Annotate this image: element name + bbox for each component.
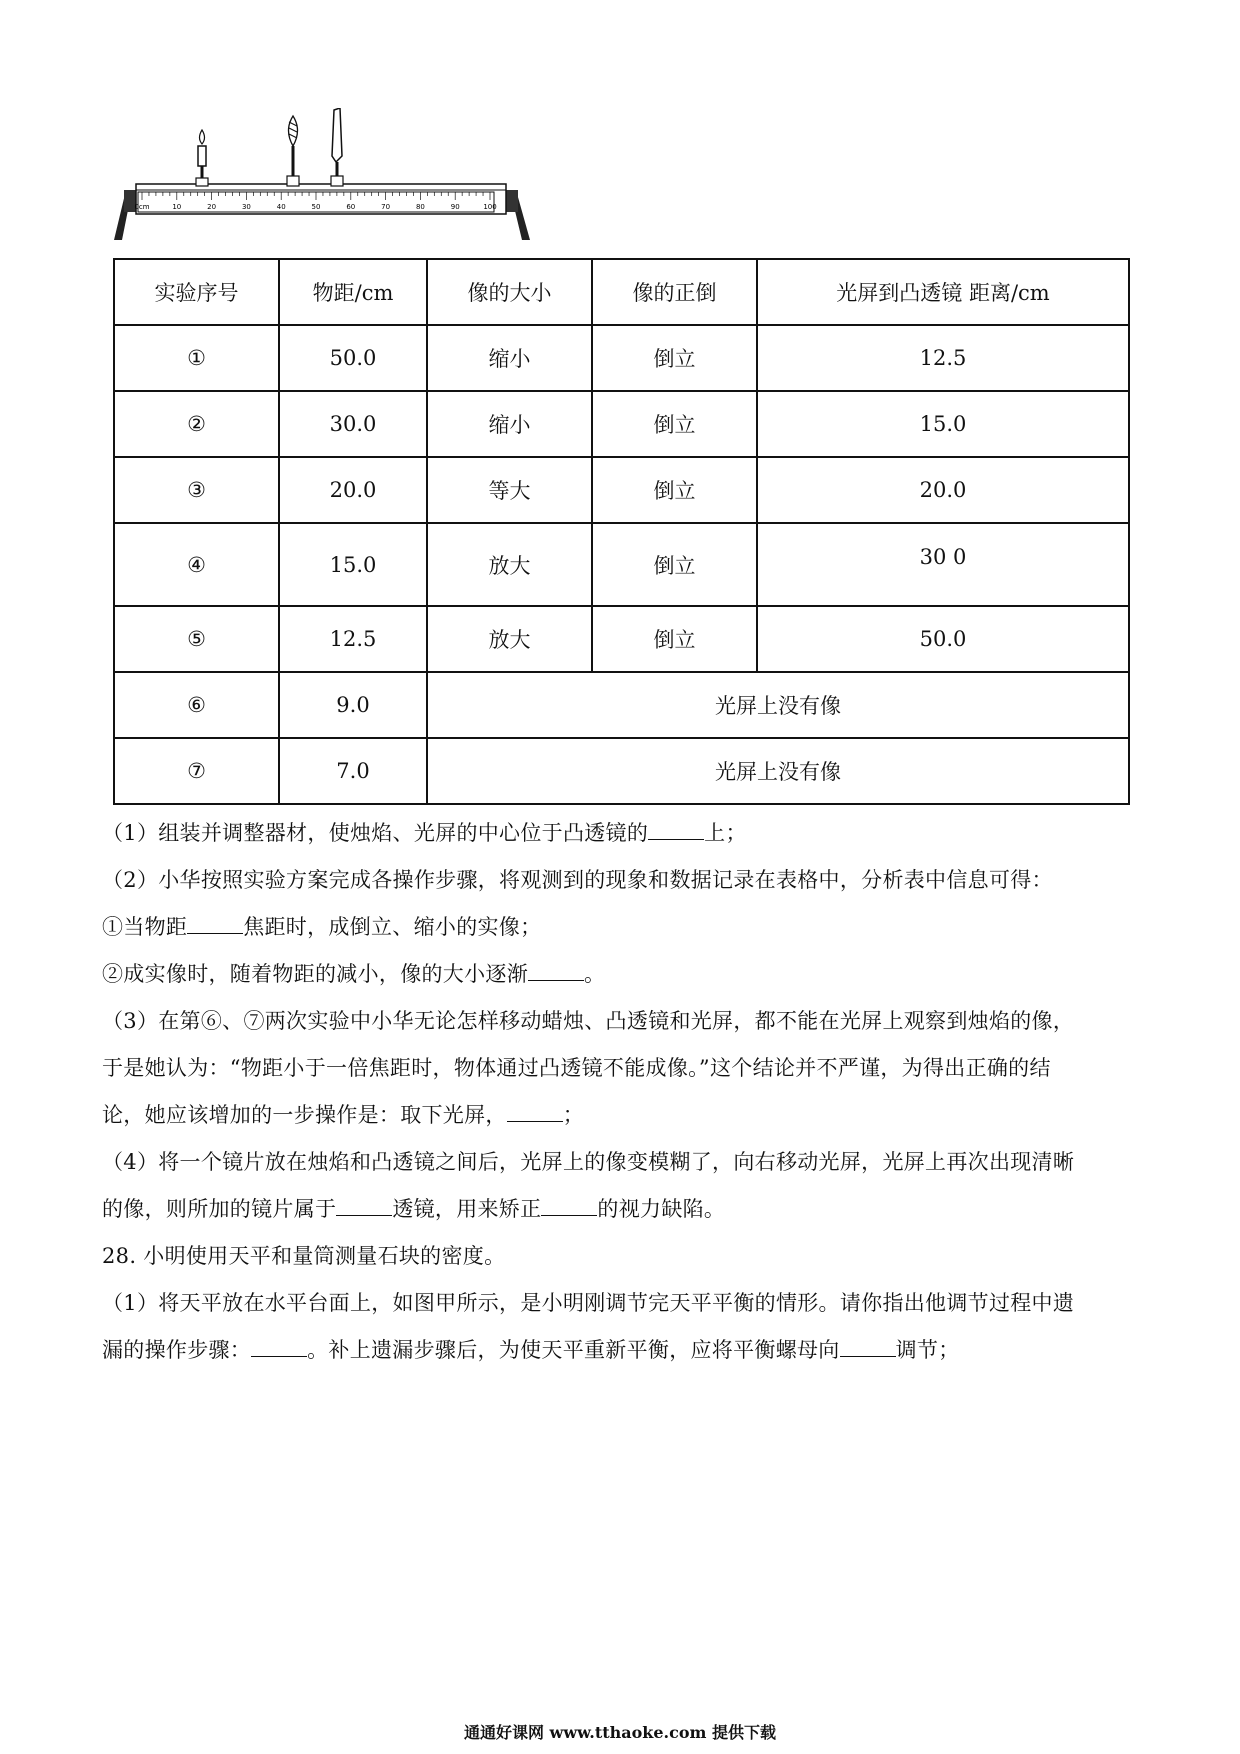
table-row [114, 523, 1129, 606]
table-row [114, 457, 1129, 523]
object-distance-cell: 30.0 [279, 391, 427, 457]
table-row [114, 391, 1129, 457]
image-orientation-cell: 倒立 [592, 391, 757, 457]
image-orientation-cell: 倒立 [592, 606, 757, 672]
question-3-line-3 [102, 1092, 1132, 1139]
question-2-1 [102, 904, 1132, 951]
answer-blank [528, 962, 584, 981]
object-distance-cell: 20.0 [279, 457, 427, 523]
scale-label: 90 [450, 203, 460, 211]
scale-label: 20 [207, 203, 217, 211]
answer-blank [251, 1338, 307, 1357]
trial-id-cell: ⑤ [114, 606, 279, 672]
question-1 [102, 810, 1132, 857]
answer-blank [507, 1103, 563, 1122]
image-size-cell: 放大 [427, 606, 592, 672]
scale-label: 60 [346, 203, 356, 211]
question-text-part: ①当物距 [102, 915, 188, 939]
answer-blank [648, 821, 704, 840]
question-text-part: 的视力缺陷。 [597, 1197, 726, 1221]
question-3-line-2: 于是她认为：“物距小于一倍焦距时，物体通过凸透镜不能成像。”这个结论并不严谨，为得出正确的结 [102, 1056, 1051, 1080]
trial-id-cell: ③ [114, 457, 279, 523]
convex-lens [287, 116, 299, 186]
header-cell: 像的大小 [427, 259, 592, 325]
trial-id-cell: ① [114, 325, 279, 391]
bench-right-end [506, 190, 518, 212]
image-size-cell: 等大 [427, 457, 592, 523]
question-text-part: ②成实像时，随着物距的减小，像的大小逐渐 [102, 962, 528, 986]
trial-id-cell: ② [114, 391, 279, 457]
table-row [114, 738, 1129, 804]
question-2: （2）小华按照实验方案完成各操作步骤，将观测到的现象和数据记录在表格中，分析表中信息可得： [102, 868, 1053, 892]
scale-label: 0cm [134, 203, 150, 211]
table-row [114, 606, 1129, 672]
question-text-part: 。补上遗漏步骤后，为使天平重新平衡，应将平衡螺母向 [307, 1338, 840, 1362]
image-size-cell: 缩小 [427, 391, 592, 457]
image-distance-cell: 20.0 [757, 457, 1129, 523]
image-size-cell: 缩小 [427, 325, 592, 391]
question-text [102, 810, 1132, 1374]
question-text-part: 上； [704, 821, 747, 845]
question-text-part: 的像，则所加的镜片属于 [102, 1197, 337, 1221]
answer-blank [541, 1197, 597, 1216]
no-image-note: 光屏上没有像 [427, 738, 1129, 804]
image-orientation-cell: 倒立 [592, 325, 757, 391]
question-text-part: 。 [584, 962, 606, 986]
question-text-part: 焦距时，成倒立、缩小的实像； [243, 915, 542, 939]
trial-id-cell: ⑥ [114, 672, 279, 738]
object-distance-cell: 50.0 [279, 325, 427, 391]
optical-bench-figure [112, 108, 542, 248]
image-distance-cell: 15.0 [757, 391, 1129, 457]
object-distance-cell: 15.0 [279, 523, 427, 606]
scale-label: 70 [381, 203, 391, 211]
question-4-line-1: （4）将一个镜片放在烛焰和凸透镜之间后，光屏上的像变模糊了，向右移动光屏，光屏上再次出现清晰 [102, 1150, 1075, 1174]
answer-blank [840, 1338, 896, 1357]
no-image-note: 光屏上没有像 [427, 672, 1129, 738]
scale-label: 80 [415, 203, 425, 211]
image-distance-cell [757, 523, 1129, 606]
answer-blank [187, 915, 243, 934]
question-text-part: 论，她应该增加的一步操作是：取下光屏， [102, 1103, 507, 1127]
page-footer: 通通好课网 www.tthaoke.com 提供下载 [463, 1723, 777, 1742]
table-header-row [114, 259, 1129, 325]
candle [196, 130, 208, 186]
answer-blank [336, 1197, 392, 1216]
experiment-table [113, 258, 1130, 805]
object-distance-cell: 9.0 [279, 672, 427, 738]
object-distance-cell: 12.5 [279, 606, 427, 672]
question-text-part: 漏的操作步骤： [102, 1338, 252, 1362]
table-row [114, 672, 1129, 738]
object-distance-cell: 7.0 [279, 738, 427, 804]
question-3-line-1: （3）在第⑥、⑦两次实验中小华无论怎样移动蜡烛、凸透镜和光屏，都不能在光屏上观察到烛焰的像， [102, 1009, 1075, 1033]
scale-label: 30 [241, 203, 251, 211]
image-orientation-cell: 倒立 [592, 457, 757, 523]
question-text-part: 透镜，用来矫正 [392, 1197, 542, 1221]
question-28-1-line-2 [102, 1327, 1132, 1374]
question-text-part: ； [562, 1103, 585, 1127]
trial-id-cell: ⑦ [114, 738, 279, 804]
light-screen [331, 108, 343, 186]
header-cell: 物距/cm [279, 259, 427, 325]
header-cell: 像的正倒 [592, 259, 757, 325]
scale-label: 40 [276, 203, 286, 211]
scale-label: 100 [483, 203, 497, 211]
image-size-cell: 放大 [427, 523, 592, 606]
question-28-1-line-1: （1）将天平放在水平台面上，如图甲所示，是小明刚调节完天平平衡的情形。请你指出他调节过程中遗 [102, 1291, 1075, 1315]
scale-label: 50 [311, 203, 321, 211]
image-distance-value: 30 0 [919, 544, 967, 569]
trial-id-cell: ④ [114, 523, 279, 606]
header-cell: 实验序号 [114, 259, 279, 325]
table-row [114, 325, 1129, 391]
question-28-title: 28. 小明使用天平和量筒测量石块的密度。 [102, 1244, 506, 1268]
header-cell: 光屏到凸透镜 距离/cm [757, 259, 1129, 325]
question-2-2 [102, 951, 1132, 998]
image-orientation-cell: 倒立 [592, 523, 757, 606]
scale-label: 10 [172, 203, 182, 211]
question-text-part: （1）组装并调整器材，使烛焰、光屏的中心位于凸透镜的 [102, 821, 649, 845]
question-text-part: 调节； [895, 1338, 960, 1362]
question-4-line-2 [102, 1186, 1132, 1233]
image-distance-cell: 12.5 [757, 325, 1129, 391]
image-distance-cell: 50.0 [757, 606, 1129, 672]
